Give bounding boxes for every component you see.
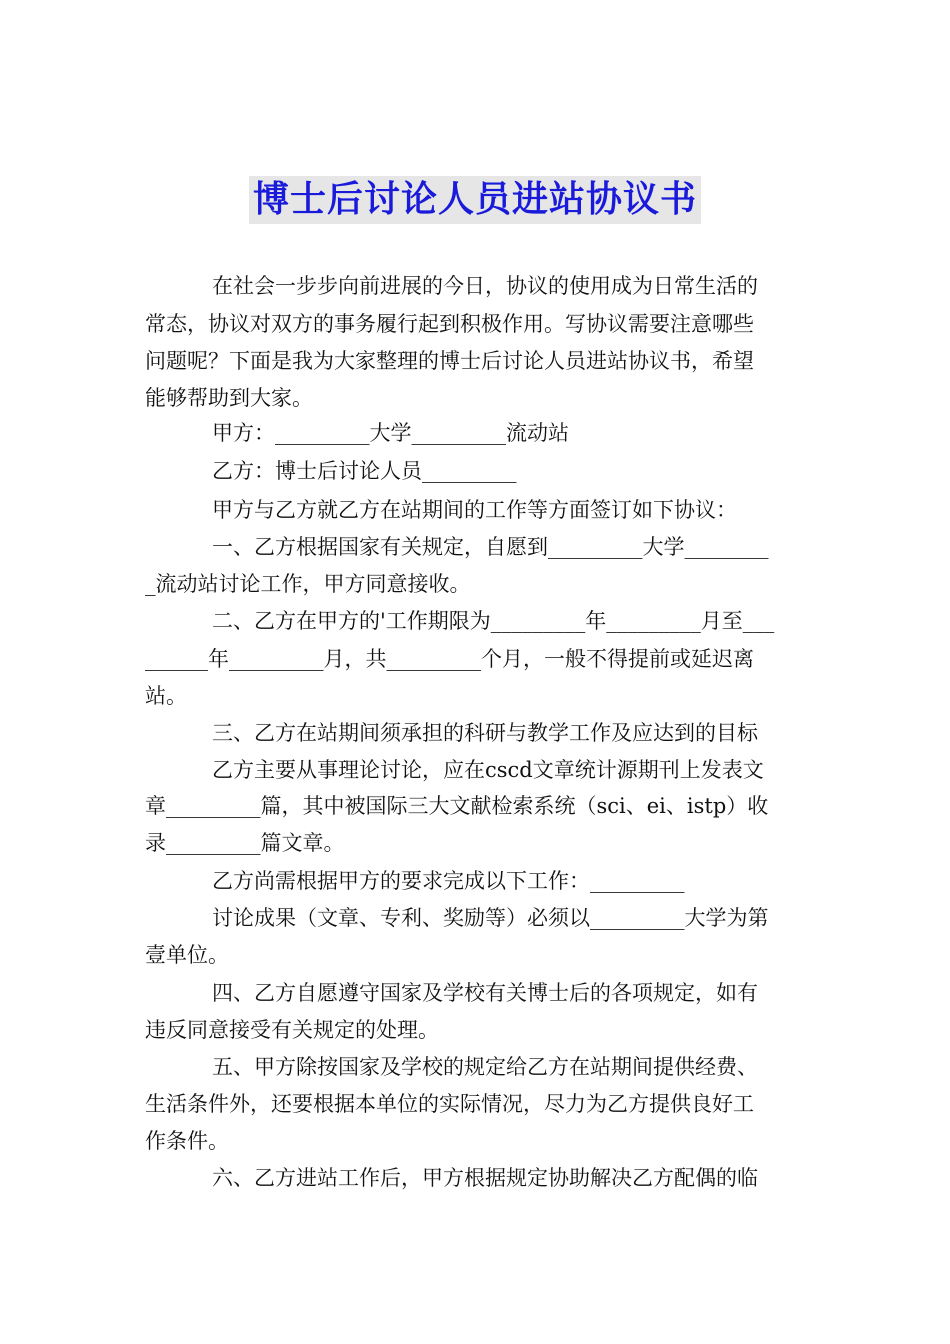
document-title: 博士后讨论人员进站协议书	[249, 176, 701, 224]
clause-3-line: 章_________篇，其中被国际三大文献检索系统（sci、ei、istp）收	[145, 794, 769, 818]
paragraph-line: 常态，协议对双方的事务履行起到积极作用。写协议需要注意哪些	[145, 312, 754, 336]
clause-3-line: 三、乙方在站期间须承担的科研与教学工作及应达到的目标	[212, 721, 758, 745]
party-b-line: 乙方：博士后讨论人员_________	[212, 459, 517, 483]
paragraph-line: 能够帮助到大家。	[145, 386, 313, 410]
party-a-line: 甲方：_________大学_________流动站	[212, 421, 569, 445]
clause-3-line: 壹单位。	[145, 943, 229, 967]
clause-3-line: 乙方主要从事理论讨论，应在cscd文章统计源期刊上发表文	[212, 758, 764, 782]
clause-5-line: 作条件。	[145, 1129, 229, 1153]
document-title-block	[0, 176, 950, 224]
clause-5-line: 生活条件外，还要根据本单位的实际情况，尽力为乙方提供良好工	[145, 1092, 754, 1116]
clause-1-line: 一、乙方根据国家有关规定，自愿到_________大学________	[212, 535, 769, 559]
paragraph-line: 在社会一步步向前进展的今日，协议的使用成为日常生活的	[212, 274, 758, 298]
clause-5-line: 五、甲方除按国家及学校的规定给乙方在站期间提供经费、	[212, 1055, 758, 1079]
clause-1-line: _流动站讨论工作，甲方同意接收。	[145, 572, 471, 596]
clause-3-line: 讨论成果（文章、专利、奖励等）必须以_________大学为第	[212, 906, 769, 930]
clause-6-line: 六、乙方进站工作后，甲方根据规定协助解决乙方配偶的临	[212, 1166, 758, 1190]
paragraph-line: 问题呢？下面是我为大家整理的博士后讨论人员进站协议书，希望	[145, 349, 754, 373]
clause-4-line: 四、乙方自愿遵守国家及学校有关博士后的各项规定，如有	[212, 981, 758, 1005]
clause-3-line: 录_________篇文章。	[145, 831, 345, 855]
clause-2-line: 二、乙方在甲方的'工作期限为_________年_________月至___	[212, 609, 775, 633]
clause-3-line: 乙方尚需根据甲方的要求完成以下工作：_________	[212, 869, 685, 893]
paragraph-line: 甲方与乙方就乙方在站期间的工作等方面签订如下协议：	[212, 498, 737, 522]
clause-4-line: 违反同意接受有关规定的处理。	[145, 1018, 439, 1042]
clause-2-line: ______年_________月，共_________个月，一般不得提前或延迟离	[145, 647, 754, 671]
clause-2-line: 站。	[145, 684, 187, 708]
